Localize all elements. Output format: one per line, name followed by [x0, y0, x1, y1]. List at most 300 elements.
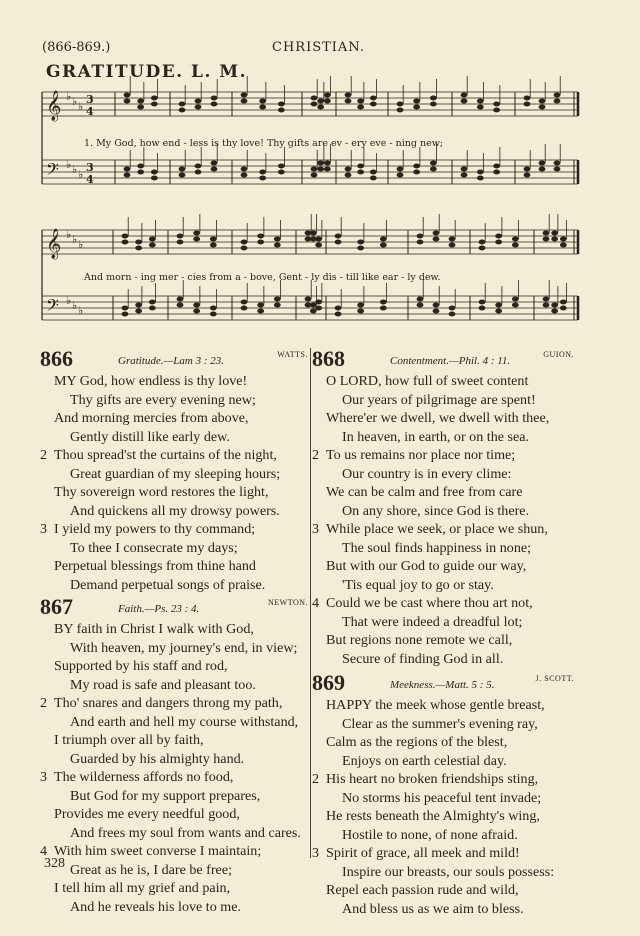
note-head: [257, 303, 264, 308]
note-head: [370, 170, 377, 175]
note-head: [311, 96, 318, 101]
note-head: [449, 306, 456, 311]
note-head: [310, 231, 317, 236]
hymn-author: WATTS.: [277, 350, 308, 359]
verse-line: [312, 807, 574, 826]
note-head: [177, 297, 184, 302]
verse-line-text: And earth and hell my course withstand,: [70, 713, 299, 730]
note-head: [449, 312, 456, 317]
note-head: [380, 300, 387, 305]
note-head: [539, 161, 546, 166]
verse-line-text: Perpetual blessings from thine hand: [54, 558, 256, 574]
verse-line-text: Repel each passion rude and wild,: [326, 882, 519, 898]
note-head: [257, 240, 264, 245]
note-head: [524, 96, 531, 101]
section-title: CHRISTIAN.: [272, 40, 365, 55]
flat-sign: ♭: [72, 163, 78, 176]
verse-line: [40, 861, 308, 880]
verse-line-text: On any shore, since God is there.: [342, 502, 530, 519]
verse-line-text: Thou spread'st the curtains of the night,: [54, 447, 277, 463]
note-head: [211, 167, 218, 172]
verse-line: [40, 620, 308, 639]
verse: [40, 520, 308, 594]
flat-sign: ♭: [66, 158, 72, 171]
note-head: [417, 240, 424, 245]
note-head: [241, 93, 248, 98]
note-head: [311, 173, 318, 178]
note-head: [257, 234, 264, 239]
flat-sign: ♭: [66, 228, 72, 241]
verse-line: [40, 787, 308, 806]
verse-line: [312, 483, 574, 502]
note-head: [554, 167, 561, 172]
note-head: [345, 99, 352, 104]
flat-sign: ♭: [78, 238, 84, 251]
note-head: [370, 102, 377, 107]
note-head: [311, 102, 318, 107]
note-head: [124, 167, 131, 172]
verse-line-text: 'Tis equal joy to go or stay.: [342, 576, 494, 593]
note-head: [370, 176, 377, 181]
note-head: [433, 237, 440, 242]
hymn-866: [40, 346, 308, 594]
note-head: [357, 164, 364, 169]
verse-line: [312, 502, 574, 521]
note-head: [274, 297, 281, 302]
verse-line: [40, 639, 308, 658]
verse: [40, 842, 308, 916]
note-head: [210, 243, 217, 248]
hymn-header: [312, 346, 574, 372]
verse-line-text: And bless us as we aim to bless.: [342, 900, 524, 917]
note-head: [524, 102, 531, 107]
note-head: [449, 237, 456, 242]
verse-line: [40, 391, 308, 410]
verse-line: [40, 842, 308, 861]
verse-line-text: HAPPY the meek whose gentle breast,: [326, 697, 545, 713]
note-head: [357, 303, 364, 308]
column-divider: [310, 348, 311, 858]
verse-line-text: We can be calm and free from care: [326, 484, 523, 500]
note-head: [315, 300, 322, 305]
note-head: [177, 303, 184, 308]
hymn-header: [312, 670, 574, 696]
note-head: [177, 234, 184, 239]
note-head: [413, 164, 420, 169]
verse: [312, 696, 574, 770]
verse-line-text: The wilderness affords no food,: [54, 769, 234, 785]
note-head: [259, 99, 266, 104]
note-head: [241, 246, 248, 251]
note-head: [149, 243, 156, 248]
note-head: [493, 108, 500, 113]
note-head: [311, 167, 318, 172]
verse-line: [312, 557, 574, 576]
note-head: [151, 170, 158, 175]
note-head: [122, 312, 129, 317]
note-head: [278, 108, 285, 113]
verse-line-text: Secure of finding God in all.: [342, 650, 504, 667]
note-head: [241, 306, 248, 311]
hymn-867: [40, 594, 308, 916]
note-head: [210, 237, 217, 242]
verse-line: [312, 770, 574, 789]
verse-line: [312, 428, 574, 447]
verse-number: 3: [312, 521, 320, 537]
page-number: 328: [44, 856, 65, 871]
time-signature: 4: [86, 173, 94, 186]
verse-line: [312, 594, 574, 613]
note-head: [135, 309, 142, 314]
verse-line: [40, 557, 308, 576]
note-head: [461, 167, 468, 172]
note-head: [241, 300, 248, 305]
verse-number: 3: [312, 845, 320, 861]
note-head: [195, 99, 202, 104]
note-head: [357, 309, 364, 314]
verse-line: [40, 576, 308, 595]
verse-line-text: I triumph over all by faith,: [54, 732, 204, 748]
verse-line-text: Our country is in every clime:: [342, 465, 512, 482]
verse-line: [40, 676, 308, 695]
verse-line-text: His heart no broken friendships sting,: [326, 771, 539, 787]
note-head: [241, 99, 248, 104]
verse-line-text: Provides me every needful good,: [54, 806, 240, 822]
note-head: [310, 303, 317, 308]
verse-line-text: Tho' snares and dangers throng my path,: [54, 695, 283, 711]
note-head: [193, 309, 200, 314]
note-head: [210, 312, 217, 317]
note-head: [512, 237, 519, 242]
verse-line: [40, 502, 308, 521]
verse-line: [312, 465, 574, 484]
verse-line: [40, 372, 308, 391]
note-head: [179, 102, 186, 107]
note-head: [211, 102, 218, 107]
verse-number: 2: [40, 447, 48, 463]
note-head: [345, 93, 352, 98]
verse: [312, 372, 574, 446]
verse-line-text: To thee I consecrate my days;: [70, 539, 238, 556]
note-head: [512, 303, 519, 308]
note-head: [551, 237, 558, 242]
verse-line: [40, 409, 308, 428]
note-head: [430, 102, 437, 107]
verse-line: [312, 696, 574, 715]
hymn-number: 866: [40, 346, 73, 371]
verse-line-text: And morning mercies from above,: [54, 410, 249, 426]
note-head: [193, 303, 200, 308]
note-head: [335, 234, 342, 239]
note-head: [477, 170, 484, 175]
time-signature: 3: [86, 161, 94, 174]
verse-line: [40, 520, 308, 539]
note-head: [124, 173, 131, 178]
verse-line-text: My road is safe and pleasant too.: [70, 676, 256, 693]
verse-line-text: But with our God to guide our way,: [326, 558, 527, 574]
note-head: [257, 309, 264, 314]
verse-line: [312, 650, 574, 669]
note-head: [317, 99, 324, 104]
note-head: [433, 231, 440, 236]
note-head: [551, 309, 558, 314]
note-head: [493, 164, 500, 169]
note-head: [539, 167, 546, 172]
note-head: [135, 240, 142, 245]
flat-sign: ♭: [72, 95, 78, 108]
verse-number: 2: [312, 771, 320, 787]
note-head: [495, 234, 502, 239]
lyrics-line-2: And morn - ing mer - cies from a - bove, Gent - ly dis - till like ear - ly dew.: [84, 272, 441, 283]
verse-line-text: And he reveals his love to me.: [70, 898, 242, 915]
note-head: [274, 303, 281, 308]
verse-line-text: Enjoys on earth celestial day.: [342, 752, 507, 769]
note-head: [357, 105, 364, 110]
verse: [312, 770, 574, 844]
note-head: [551, 231, 558, 236]
note-head: [479, 246, 486, 251]
note-head: [433, 303, 440, 308]
verse-line: [312, 844, 574, 863]
verse-line-text: I yield my powers to thy command;: [54, 521, 256, 537]
note-head: [335, 306, 342, 311]
verse-line-text: No storms his peaceful tent invade;: [342, 789, 542, 806]
verse-line: [312, 576, 574, 595]
treble-clef: 𝄞: [46, 91, 62, 121]
note-head: [122, 240, 129, 245]
note-head: [380, 243, 387, 248]
note-head: [461, 93, 468, 98]
note-head: [122, 306, 129, 311]
verse-line-text: But God for my support prepares,: [70, 787, 261, 804]
note-head: [179, 167, 186, 172]
note-head: [413, 99, 420, 104]
note-head: [317, 161, 324, 166]
note-head: [124, 99, 131, 104]
tune-title: GRATITUDE. L. M.: [46, 62, 248, 82]
note-head: [524, 173, 531, 178]
note-head: [543, 237, 550, 242]
note-head: [357, 170, 364, 175]
note-head: [324, 93, 331, 98]
verse-number: 4: [40, 843, 48, 859]
note-head: [345, 167, 352, 172]
note-head: [560, 300, 567, 305]
note-head: [397, 173, 404, 178]
note-head: [195, 170, 202, 175]
note-head: [179, 173, 186, 178]
note-head: [315, 306, 322, 311]
verse-line-text: In heaven, in earth, or on the sea.: [342, 428, 530, 445]
verse-line: [312, 409, 574, 428]
note-head: [149, 306, 156, 311]
verse-line-text: Gently distill like early dew.: [70, 428, 230, 445]
note-head: [177, 240, 184, 245]
verse-line: [312, 715, 574, 734]
note-head: [380, 306, 387, 311]
note-head: [477, 105, 484, 110]
note-head: [137, 164, 144, 169]
verse-line-text: BY faith in Christ I walk with God,: [54, 621, 254, 637]
note-head: [370, 96, 377, 101]
note-head: [274, 243, 281, 248]
scripture-reference: Gratitude.—Lam 3 : 23.: [118, 355, 225, 367]
scripture-reference: Contentment.—Phil. 4 : 11.: [390, 355, 511, 367]
note-head: [430, 161, 437, 166]
verse-line-text: And frees my soul from wants and cares.: [70, 824, 301, 841]
verse-line: [40, 768, 308, 787]
hymn-range: (866-869.): [42, 40, 111, 55]
note-head: [151, 176, 158, 181]
note-head: [274, 237, 281, 242]
note-head: [495, 309, 502, 314]
note-head: [315, 243, 322, 248]
note-head: [335, 312, 342, 317]
scripture-reference: Meekness.—Matt. 5 : 5.: [390, 679, 495, 691]
note-head: [211, 161, 218, 166]
note-head: [413, 105, 420, 110]
note-head: [335, 240, 342, 245]
verse-line: [40, 694, 308, 713]
note-head: [495, 303, 502, 308]
note-head: [539, 105, 546, 110]
note-head: [493, 170, 500, 175]
note-head: [554, 93, 561, 98]
verse-line-text: Demand perpetual songs of praise.: [70, 576, 266, 593]
note-head: [151, 96, 158, 101]
note-head: [149, 300, 156, 305]
note-head: [135, 246, 142, 251]
verse-line: [312, 391, 574, 410]
verse-line: [312, 539, 574, 558]
note-head: [241, 167, 248, 172]
verse-number: 3: [40, 521, 48, 537]
note-head: [211, 96, 218, 101]
verse-line-text: With him sweet converse I maintain;: [54, 843, 262, 859]
note-head: [479, 240, 486, 245]
lyrics-line-1: 1. My God, how end - less is thy love! Thy gifts are ev - ery eve - ning new;: [84, 138, 444, 149]
verse-line-text: MY God, how endless is thy love!: [54, 373, 248, 389]
note-head: [449, 243, 456, 248]
hymn-number: 868: [312, 346, 345, 371]
note-head: [122, 234, 129, 239]
note-head: [357, 240, 364, 245]
note-head: [461, 99, 468, 104]
note-head: [479, 300, 486, 305]
verse-line: [40, 483, 308, 502]
flat-sign: ♭: [72, 299, 78, 312]
note-head: [193, 237, 200, 242]
verse-line-text: The soul finds happiness in none;: [342, 539, 532, 556]
verse-line: [40, 879, 308, 898]
verse-line-text: Thy sovereign word restores the light,: [54, 484, 269, 500]
verse-line-text: He rests beneath the Almighty's wing,: [326, 808, 540, 824]
hymn-number: 867: [40, 594, 73, 619]
note-head: [193, 231, 200, 236]
note-head: [315, 237, 322, 242]
verse: [40, 694, 308, 768]
note-head: [357, 99, 364, 104]
verse-line-text: But regions none remote we call,: [326, 632, 513, 648]
note-head: [179, 108, 186, 113]
flat-sign: ♭: [66, 294, 72, 307]
hymn-header: [40, 594, 308, 620]
note-head: [495, 240, 502, 245]
verse-line: [312, 446, 574, 465]
verse-number: 4: [312, 595, 320, 611]
verse-line: [40, 898, 308, 917]
verse-line: [312, 372, 574, 391]
verse: [312, 844, 574, 918]
verse-line-text: To us remains nor place nor time;: [326, 447, 516, 463]
note-head: [430, 96, 437, 101]
verse-line: [312, 752, 574, 771]
time-signature: 3: [86, 93, 94, 106]
note-head: [137, 99, 144, 104]
note-head: [357, 246, 364, 251]
note-head: [259, 170, 266, 175]
note-head: [477, 99, 484, 104]
verse-line: [40, 428, 308, 447]
verse-line: [40, 539, 308, 558]
verse-number: 3: [40, 769, 48, 785]
hymn-869: [312, 670, 574, 918]
verse-line-text: Inspire our breasts, our souls possess:: [342, 863, 555, 880]
note-head: [397, 102, 404, 107]
note-head: [259, 105, 266, 110]
verse-line: [40, 446, 308, 465]
verse-line-text: Clear as the summer's evening ray,: [342, 715, 538, 732]
hymn-868: [312, 346, 574, 668]
verse-line: [40, 657, 308, 676]
note-head: [278, 102, 285, 107]
verse: [312, 520, 574, 594]
note-head: [149, 237, 156, 242]
flat-sign: ♭: [78, 168, 84, 181]
verse-line-text: While place we seek, or place we shun,: [326, 521, 548, 537]
note-head: [241, 173, 248, 178]
treble-clef: 𝄞: [46, 229, 62, 259]
note-head: [430, 167, 437, 172]
verse-line: [312, 826, 574, 845]
verse-line-text: Great guardian of my sleeping hours;: [70, 465, 281, 482]
note-head: [278, 170, 285, 175]
note-head: [477, 176, 484, 181]
note-head: [413, 170, 420, 175]
hymn-author: GUION.: [543, 350, 574, 359]
verse-line-text: Thy gifts are every evening new;: [70, 391, 256, 408]
verse-line: [312, 789, 574, 808]
flat-sign: ♭: [66, 90, 72, 103]
verse: [40, 446, 308, 520]
verse-line-text: O LORD, how full of sweet content: [326, 373, 529, 389]
verse-line: [40, 465, 308, 484]
flat-sign: ♭: [72, 233, 78, 246]
verse-line-text: That were indeed a dreadful lot;: [342, 613, 523, 630]
note-head: [433, 309, 440, 314]
right-column: [312, 346, 574, 918]
verse-line: [40, 750, 308, 769]
flat-sign: ♭: [78, 304, 84, 317]
note-head: [397, 108, 404, 113]
verse-line-text: Spirit of grace, all meek and mild!: [326, 845, 520, 861]
verse-line: [312, 520, 574, 539]
note-head: [417, 297, 424, 302]
note-head: [151, 102, 158, 107]
note-head: [135, 303, 142, 308]
note-head: [493, 102, 500, 107]
verse-line: [40, 805, 308, 824]
